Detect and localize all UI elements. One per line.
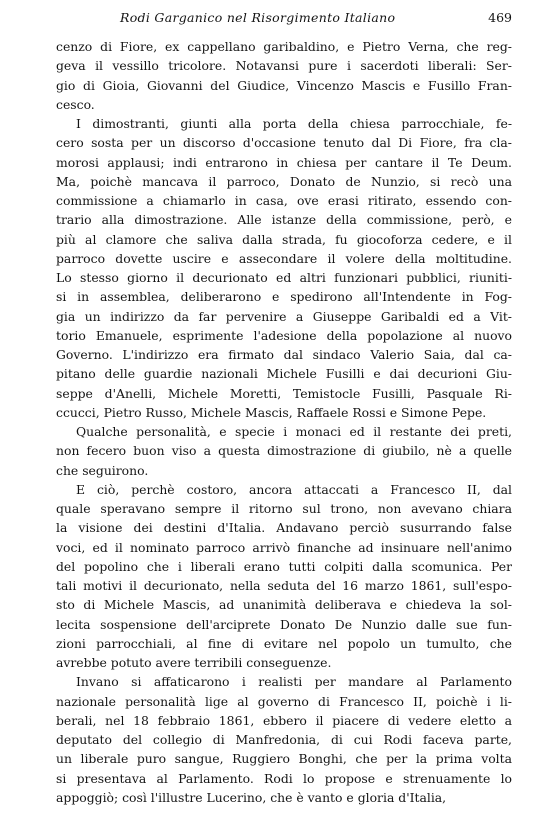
paragraph (56, 114, 512, 422)
text-line: Ma, poichè mancava il parroco, Donato de Nunzio, si recò una (56, 173, 512, 189)
text-line: che seguirono. (56, 462, 149, 478)
text-line: più al clamore che saliva dalla strada, fu giocoforza cedere, e il (56, 231, 512, 247)
paragraph (56, 37, 512, 114)
page-header (56, 10, 512, 30)
text-line: Invano si affaticarono i realisti per mandare al Parlamento (76, 674, 512, 690)
text-line: Governo. L'indirizzo era firmato dal sindaco Valerio Saia, dal ca- (56, 347, 512, 362)
text-line: I dimostranti, giunti alla porta della chiesa parrocchiale, fe- (76, 116, 512, 131)
text-line: gio di Gioia, Giovanni del Giudice, Vincenzo Mascis e Fusillo Fran- (56, 77, 512, 93)
page-number: 469 (488, 10, 512, 25)
paragraph (56, 672, 512, 807)
text-line: lecita sospensione dell'arciprete Donato De Nunzio dalle sue fun- (56, 616, 512, 632)
text-line: commissione a chiamarlo in casa, ove erasi ritirato, essendo con- (56, 193, 512, 208)
text-line: pitano delle guardie nazionali Michele Fusilli e dai decurioni Giu- (56, 366, 512, 382)
text-line: Lo stesso giorno il decurionato ed altri funzionari pubblici, riuniti- (56, 270, 512, 285)
text-line: torio Emanuele, esprimente l'adesione della popolazione al nuovo (56, 327, 512, 343)
text-line: berali, nel 18 febbraio 1861, ebbero il piacere di vedere eletto a (56, 712, 512, 728)
text-line: tali motivi il decurionato, nella seduta del 16 marzo 1861, sull'espo- (56, 578, 512, 593)
text-line: ccucci, Pietro Russo, Michele Mascis, Raffaele Rossi e Simone Pepe. (56, 404, 487, 420)
paragraph (56, 480, 512, 673)
text-line: appoggiò; così l'illustre Lucerino, che è vanto e gloria d'Italia, (56, 789, 447, 805)
text-line: voci, ed il nominato parroco arrivò finanche ad insinuare nell'animo (56, 539, 512, 555)
text-line: nazionale personalità lige al governo di Francesco II, poichè i li- (56, 693, 512, 709)
text-line: E ciò, perchè costoro, ancora attaccati a Francesco II, dal (76, 481, 512, 497)
text-line: un liberale puro sangue, Ruggiero Bonghi, che per la prima volta (56, 751, 512, 767)
text-line: seppe d'Anelli, Michele Moretti, Temistocle Fusilli, Pasquale Ri- (56, 385, 512, 401)
text-line: geva il vessillo tricolore. Notavansi pure i sacerdoti liberali: Ser- (56, 58, 512, 74)
text-line: non fecero buon viso a questa dimostrazione di giubilo, nè a quelle (56, 443, 512, 459)
text-line: cero sosta per un discorso d'occasione tenuto dal Di Fiore, fra cla- (56, 135, 512, 151)
text-line: zioni parrocchiali, al fine di evitare nel popolo un tumulto, che (56, 635, 512, 651)
text-line: Qualche personalità, e specie i monaci ed il restante dei preti, (76, 424, 512, 439)
text-line: cenzo di Fiore, ex cappellano garibaldino, e Pietro Verna, che reg- (56, 39, 512, 54)
text-line: la visione dei destini d'Italia. Andavano perciò susurrando false (56, 520, 512, 536)
text-line: si in assemblea, deliberarono e spedirono all'Intendente in Fog- (56, 289, 512, 305)
text-line: parroco dovette uscire e assecondare il volere della moltitudine. (56, 250, 512, 266)
text-line: avrebbe potuto avere terribili conseguenze. (56, 655, 332, 670)
text-line: del popolino che i liberali erano tutti colpiti dalla scomunica. Per (56, 558, 512, 574)
text-line: sto di Michele Mascis, ad unanimità deliberava e chiedeva la sol- (56, 597, 512, 613)
text-line: cesco. (56, 96, 95, 112)
text-line: morosi applausi; indi entrarono in chiesa per cantare il Te Deum. (56, 154, 512, 170)
text-line: quale speravano sempre il ritorno sul trono, non avevano chiara (56, 501, 512, 516)
running-title: Rodi Garganico nel Risorgimento Italiano (120, 10, 396, 25)
text-line: trario alla dimostrazione. Alle istanze della commissione, però, e (56, 212, 512, 228)
text-line: si presentava al Parlamento. Rodi lo propose e strenuamente lo (56, 770, 512, 786)
text-line: deputato del collegio di Manfredonia, di cui Rodi faceva parte, (56, 732, 512, 747)
body-text (56, 37, 512, 807)
paragraph (56, 422, 512, 480)
text-line: gia un indirizzo da far pervenire a Giuseppe Garibaldi ed a Vit- (56, 308, 512, 324)
